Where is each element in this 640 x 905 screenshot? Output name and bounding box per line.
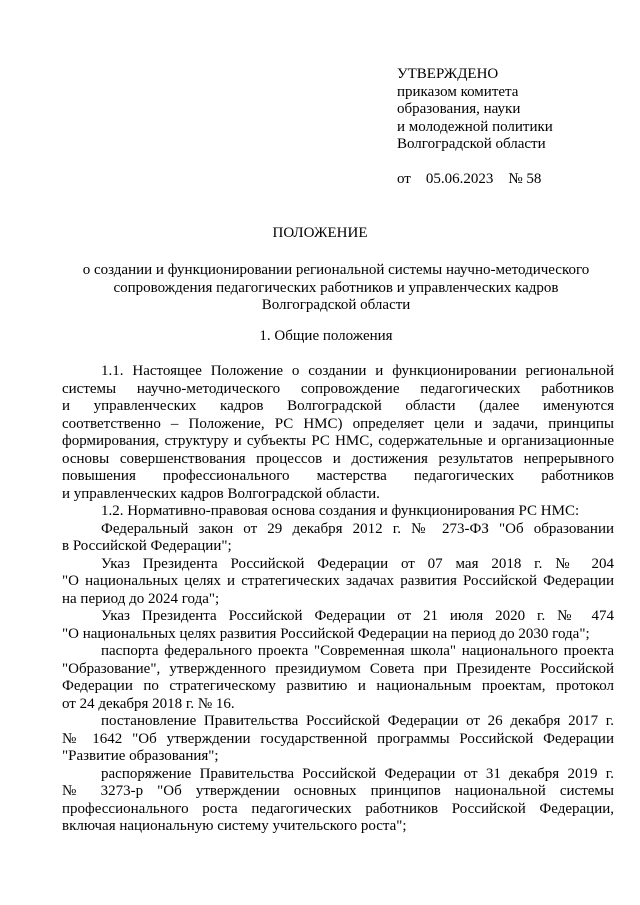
paragraph [62, 503, 614, 521]
subtitle-line: сопровождения педагогических работников и управленческих кадров [113, 279, 559, 296]
order-prefix: от [397, 170, 411, 187]
paragraph-line: "Образование", утвержденного президиумом Совета при Президенте Российской [62, 660, 614, 677]
paragraph [62, 713, 614, 766]
paragraph-line: на период до 2024 года"; [62, 590, 220, 607]
paragraph-line: профессионального роста педагогических работников Российской Федерации, [62, 800, 614, 817]
paragraph-line: Указ Президента Российской Федерации от 07 мая 2018 г. № 204 [101, 555, 614, 572]
paragraph-line: "О национальных целях и стратегических задачах развития Российской Федерации [62, 573, 614, 589]
approval-line: Волгоградской области [397, 136, 546, 152]
paragraph [62, 643, 614, 713]
document-title: ПОЛОЖЕНИЕ [272, 225, 368, 241]
paragraph [62, 556, 614, 609]
paragraph-line: № 1642 "Об утверждении государственной программы Российской Федерации [62, 730, 614, 747]
document-body [62, 363, 614, 836]
approval-line: образования, науки [397, 101, 521, 117]
paragraph-line: 1.1. Настоящее Положение о создании и функционировании региональной [101, 363, 614, 379]
approval-heading: УТВЕРЖДЕНО [397, 66, 499, 82]
paragraph [62, 363, 614, 503]
paragraph-line: включая национальную систему учительского роста"; [62, 818, 407, 834]
paragraph [62, 608, 614, 643]
paragraph-line: № 3273-р "Об утверждении основных принципов национальной системы [62, 783, 614, 799]
paragraph-line: "Развитие образования"; [62, 748, 219, 764]
section-heading: 1. Общие положения [259, 328, 393, 344]
paragraph [62, 521, 614, 556]
subtitle-line: Волгоградской области [261, 297, 411, 313]
approval-line: приказом комитета [397, 83, 519, 100]
paragraph-line: "О национальных целях развития Российской Федерации на период до 2030 года"; [62, 625, 590, 642]
document-subtitle [66, 262, 606, 315]
paragraph-line: паспорта федерального проекта "Современная школа" национального проекта [101, 643, 614, 659]
paragraph-line: распоряжение Правительства Российской Федерации от 31 декабря 2019 г. [101, 765, 614, 782]
paragraph-line: и управленческих кадров Волгоградской области (далее именуются [62, 398, 614, 414]
paragraph-line: Федеральный закон от 29 декабря 2012 г. № 273-ФЗ "Об образовании [101, 520, 614, 537]
paragraph-line: и управленческих кадров Волгоградской области. [62, 485, 380, 502]
paragraph-line: от 24 декабря 2018 г. № 16. [62, 695, 235, 712]
paragraph-line: постановление Правительства Российской Федерации от 26 декабря 2017 г. [101, 713, 614, 729]
paragraph-line: повышения профессионального мастерства педагогических работников [62, 468, 614, 484]
paragraph-line: основы совершенствования процессов и достижения результатов непрерывного [62, 450, 614, 467]
paragraph-line: Указ Президента Российской Федерации от 21 июля 2020 г. № 474 [101, 608, 614, 624]
paragraph-line: 1.2. Нормативно-правовая основа создания и функционирования РС НМС: [101, 503, 580, 519]
paragraph-line: формирования, структуру и субъекты РС НМС, содержательные и организационные [62, 433, 614, 449]
order-date: 05.06.2023 [425, 170, 494, 187]
approval-line: и молодежной политики [397, 118, 553, 135]
order-reference [397, 171, 627, 189]
subtitle-line: о создании и функционировании региональной системы научно-методического [82, 262, 590, 278]
paragraph-line: Федерации по стратегическому развитию и национальным проектам, протокол [62, 678, 614, 694]
approval-stamp [397, 66, 627, 188]
order-number: № 58 [508, 170, 542, 187]
paragraph-line: соответственно – Положение, РС НМС) определяет цели и задачи, принципы [62, 415, 614, 432]
paragraph [62, 766, 614, 836]
paragraph-line: в Российской Федерации"; [62, 538, 232, 554]
paragraph-line: системы научно-методического сопровождение педагогических работников [62, 380, 614, 397]
